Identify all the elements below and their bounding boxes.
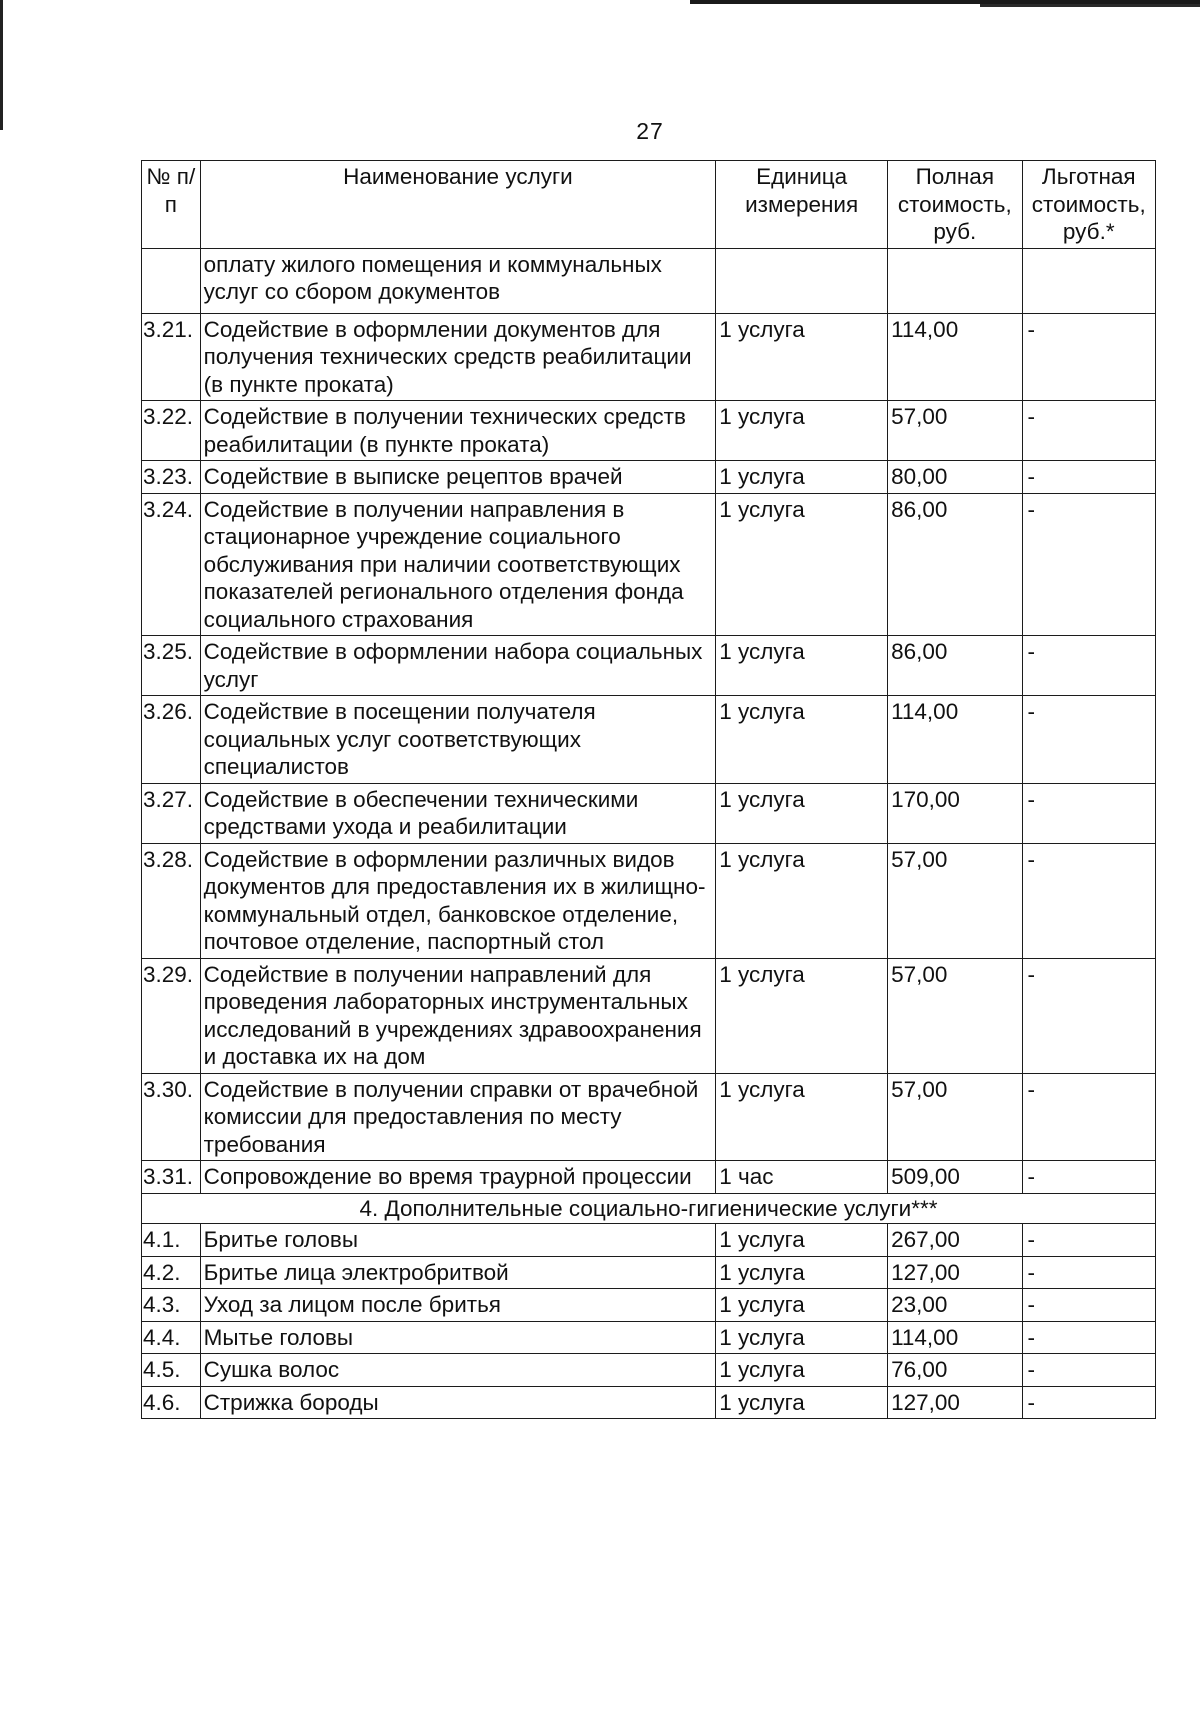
cell-num: 4.2. (142, 1256, 201, 1289)
header-num: № п/п (142, 161, 201, 249)
cell-full-cost: 127,00 (888, 1386, 1022, 1419)
table-row (142, 636, 1156, 696)
cell-unit: 1 услуга (716, 1256, 888, 1289)
cell-name: Сушка волос (200, 1354, 716, 1387)
cell-name: Содействие в оформлении различных видов документов для предоставления их в жилищно-коммунальный отдел, банковское отделение, почтовое отделение, паспортный стол (200, 843, 716, 958)
cell-discount-cost: - (1022, 843, 1155, 958)
cell-full-cost: 57,00 (888, 1073, 1022, 1161)
header-full-cost: Полная стоимость, руб. (888, 161, 1022, 249)
cell-unit: 1 услуга (716, 636, 888, 696)
cell-num: 4.1. (142, 1224, 201, 1257)
table-row (142, 1354, 1156, 1387)
cell-full-cost: 76,00 (888, 1354, 1022, 1387)
table-row (142, 1321, 1156, 1354)
cell-full-cost: 114,00 (888, 1321, 1022, 1354)
cell-num: 4.4. (142, 1321, 201, 1354)
cell-discount-cost: - (1022, 1386, 1155, 1419)
cell-num: 3.23. (142, 461, 201, 494)
table-row (142, 1256, 1156, 1289)
cell-unit: 1 услуга (716, 1354, 888, 1387)
table-row (142, 1224, 1156, 1257)
cell-unit: 1 услуга (716, 461, 888, 494)
cell-unit: 1 услуга (716, 313, 888, 401)
cell-discount-cost: - (1022, 1321, 1155, 1354)
cell-num: 3.28. (142, 843, 201, 958)
cell-discount-cost: - (1022, 1289, 1155, 1322)
cell-name: Содействие в оформлении набора социальных услуг (200, 636, 716, 696)
cell-name: Содействие в выписке рецептов врачей (200, 461, 716, 494)
header-discount-cost: Льготная стоимость, руб.* (1022, 161, 1155, 249)
cell-discount-cost: - (1022, 401, 1155, 461)
cell-full-cost: 57,00 (888, 958, 1022, 1073)
cell-full-cost: 509,00 (888, 1161, 1022, 1194)
services-price-table (141, 160, 1156, 1419)
cell-unit: 1 услуга (716, 696, 888, 784)
cell-discount-cost: - (1022, 493, 1155, 636)
cell-num: 3.27. (142, 783, 201, 843)
cell-num: 3.24. (142, 493, 201, 636)
cell-discount-cost: - (1022, 783, 1155, 843)
cell-unit: 1 услуга (716, 1289, 888, 1322)
table-row (142, 783, 1156, 843)
cell-name: Содействие в оформлении документов для получения технических средств реабилитации (в пункте проката) (200, 313, 716, 401)
cell-unit: 1 услуга (716, 783, 888, 843)
cell-full-cost: 267,00 (888, 1224, 1022, 1257)
cell-name: Бритье лица электробритвой (200, 1256, 716, 1289)
header-unit: Единица измерения (716, 161, 888, 249)
cell-num: 4.6. (142, 1386, 201, 1419)
cell-discount-cost: - (1022, 1224, 1155, 1257)
cell-num: 3.30. (142, 1073, 201, 1161)
cell-full-cost: 57,00 (888, 843, 1022, 958)
cell-unit: 1 услуга (716, 401, 888, 461)
cell-unit: 1 час (716, 1161, 888, 1194)
cell-unit: 1 услуга (716, 1321, 888, 1354)
table-row (142, 313, 1156, 401)
cell-num: 3.29. (142, 958, 201, 1073)
table-row (142, 401, 1156, 461)
cell-full-cost: 23,00 (888, 1289, 1022, 1322)
cell-num: 4.5. (142, 1354, 201, 1387)
cell-full-cost: 114,00 (888, 696, 1022, 784)
cell-unit: 1 услуга (716, 843, 888, 958)
cell-unit (716, 248, 888, 313)
cell-name: Уход за лицом после бритья (200, 1289, 716, 1322)
table-row (142, 1073, 1156, 1161)
cell-num: 3.22. (142, 401, 201, 461)
table-row (142, 843, 1156, 958)
cell-name: Содействие в получении справки от врачебной комиссии для предоставления по месту требования (200, 1073, 716, 1161)
cell-full-cost: 86,00 (888, 636, 1022, 696)
table-row (142, 461, 1156, 494)
cell-full-cost (888, 248, 1022, 313)
cell-full-cost: 80,00 (888, 461, 1022, 494)
cell-name: Содействие в посещении получателя социальных услуг соответствующих специалистов (200, 696, 716, 784)
cell-name: Стрижка бороды (200, 1386, 716, 1419)
cell-name: Бритье головы (200, 1224, 716, 1257)
table-row (142, 696, 1156, 784)
cell-full-cost: 127,00 (888, 1256, 1022, 1289)
cell-full-cost: 86,00 (888, 493, 1022, 636)
section-title: 4. Дополнительные социально-гигиенические услуги*** (142, 1193, 1156, 1224)
cell-unit: 1 услуга (716, 1073, 888, 1161)
cell-num (142, 248, 201, 313)
table-row (142, 493, 1156, 636)
cell-discount-cost: - (1022, 1256, 1155, 1289)
cell-discount-cost: - (1022, 1161, 1155, 1194)
table-header-row (142, 161, 1156, 249)
cell-unit: 1 услуга (716, 493, 888, 636)
cell-num: 3.31. (142, 1161, 201, 1194)
cell-discount-cost (1022, 248, 1155, 313)
section-heading-row (142, 1193, 1156, 1224)
cell-discount-cost: - (1022, 313, 1155, 401)
cell-discount-cost: - (1022, 958, 1155, 1073)
cell-name: Содействие в обеспечении техническими средствами ухода и реабилитации (200, 783, 716, 843)
cell-discount-cost: - (1022, 461, 1155, 494)
cell-unit: 1 услуга (716, 1224, 888, 1257)
cell-name: Мытье головы (200, 1321, 716, 1354)
cell-num: 3.26. (142, 696, 201, 784)
cell-name: Содействие в получении направления в стационарное учреждение социального обслуживания при наличии соответствующих показателей регионального отделения фонда социального страхования (200, 493, 716, 636)
table-row (142, 958, 1156, 1073)
table-row (142, 1161, 1156, 1194)
scan-edge-top-secondary (980, 4, 1200, 7)
cell-name: Содействие в получении технических средств реабилитации (в пункте проката) (200, 401, 716, 461)
cell-name: Сопровождение во время траурной процессии (200, 1161, 716, 1194)
cell-name: оплату жилого помещения и коммунальных услуг со сбором документов (200, 248, 716, 313)
cell-full-cost: 170,00 (888, 783, 1022, 843)
cell-discount-cost: - (1022, 1354, 1155, 1387)
table-row (142, 1386, 1156, 1419)
cell-num: 3.21. (142, 313, 201, 401)
cell-full-cost: 57,00 (888, 401, 1022, 461)
cell-num: 4.3. (142, 1289, 201, 1322)
cell-discount-cost: - (1022, 636, 1155, 696)
cell-num: 3.25. (142, 636, 201, 696)
cell-unit: 1 услуга (716, 958, 888, 1073)
cell-discount-cost: - (1022, 1073, 1155, 1161)
page-number: 27 (636, 118, 664, 144)
cell-name: Содействие в получении направлений для проведения лабораторных инструментальных исследований в учреждениях здравоохранения и доставка их на дом (200, 958, 716, 1073)
cell-discount-cost: - (1022, 696, 1155, 784)
cell-unit: 1 услуга (716, 1386, 888, 1419)
table-row (142, 1289, 1156, 1322)
scan-edge-left (0, 0, 3, 130)
cell-full-cost: 114,00 (888, 313, 1022, 401)
header-name: Наименование услуги (200, 161, 716, 249)
table-row-continuation (142, 248, 1156, 313)
